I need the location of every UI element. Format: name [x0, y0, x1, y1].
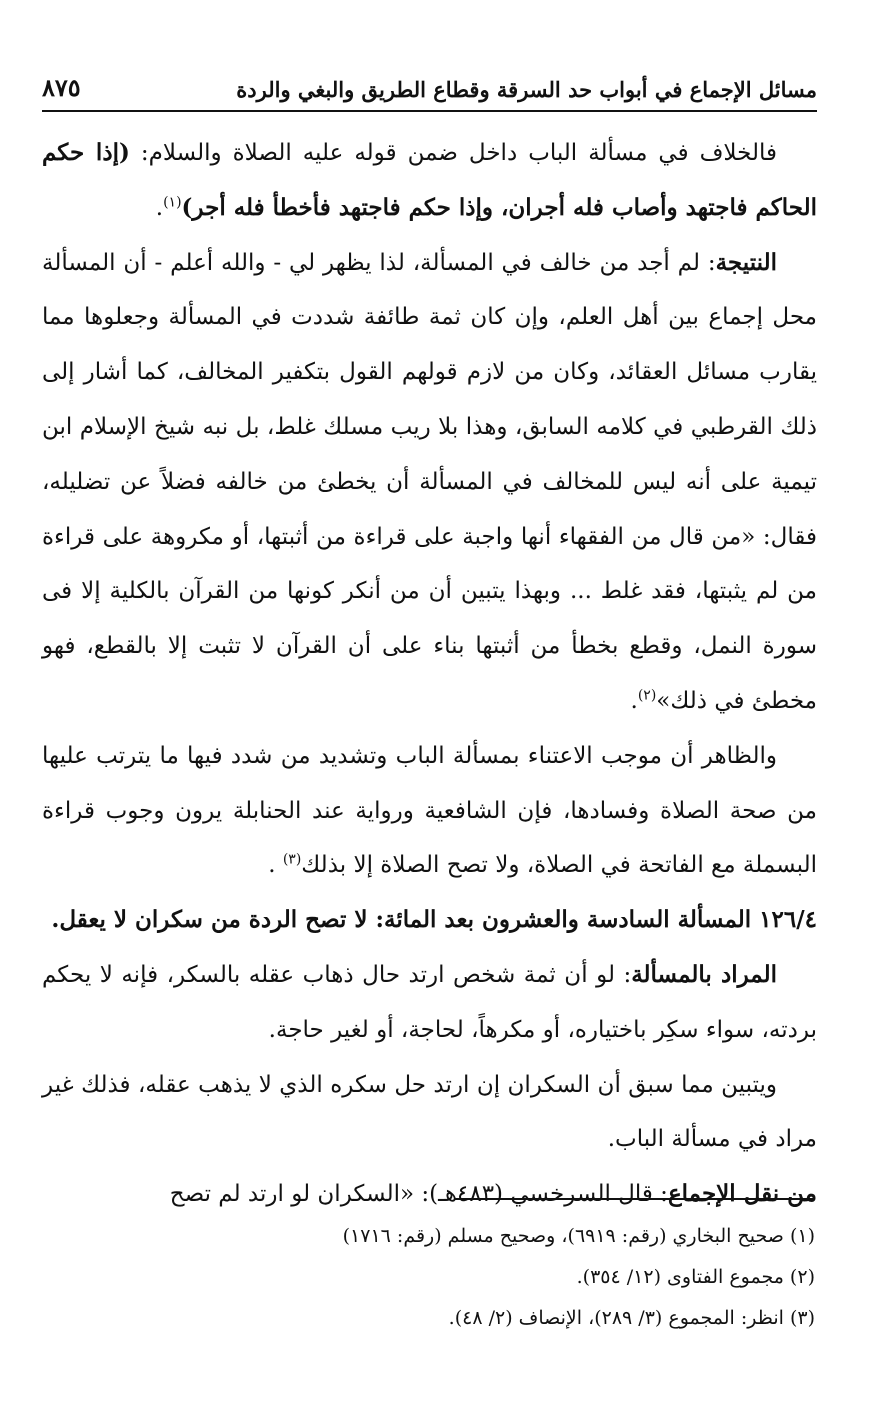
footnote-2: (٢) مجموع الفتاوى (١٢/ ٣٥٤). [576, 1266, 815, 1288]
paragraph-2-end: . [630, 687, 638, 714]
paragraph-6 [42, 1167, 817, 1222]
footnote-ref-3: (٣) [282, 851, 302, 868]
meaning-label: المراد بالمسألة [631, 960, 777, 988]
hadith-quote: (إذا حكم الحاكم فاجتهد وأصاب فله أجران، وإذا حكم فاجتهد فأخطأ فله أجر) [42, 139, 817, 221]
result-label: النتيجة [715, 248, 777, 276]
main-text [42, 126, 817, 1222]
footnote-divider [455, 1198, 815, 1200]
paragraph-3 [42, 729, 817, 893]
paragraph-5-text: ويتبين مما سبق أن السكران إن ارتد حل سكره الذي لا يذهب عقله، فذلك غير مراد في مسألة الباب. [42, 1071, 817, 1153]
footnote-ref-2: (٢) [637, 687, 657, 704]
paragraph-2 [42, 236, 817, 729]
footnote-3: (٣) انظر: المجموع (٣/ ٢٨٩)، الإنصاف (٢/ ٤٨). [448, 1307, 815, 1329]
paragraph-6-text: : قال السرخسي (٤٨٣هـ): «السكران لو ارتد لم تصح [169, 1181, 668, 1208]
paragraph-3-end: . [268, 852, 283, 879]
paragraph-5 [42, 1058, 817, 1168]
page-number: ٨٧٥ [42, 73, 81, 102]
paragraph-4 [42, 948, 817, 1058]
page-header [42, 58, 817, 112]
footnote-ref-1: (١) [163, 194, 182, 211]
paragraph-1-text: فالخلاف في مسألة الباب داخل ضمن قوله عليه الصلاة والسلام: [129, 140, 777, 166]
paragraph-3-text: والظاهر أن موجب الاعتناء بمسألة الباب وتشديد من شدد فيها ما يترتب عليها من صحة الصلاة وفسادها، فإن الشافعية ورواية عند الحنابلة يرون وجوب قراءة البسملة مع الفاتحة في الصلاة، ولا تصح الصلاة إلا بذلك [42, 742, 817, 879]
footnote-1: (١) صحيح البخاري (رقم: ٦٩١٩)، وصحيح مسلم (رقم: ١٧١٦) [342, 1225, 815, 1247]
consensus-label: من نقل الإجماع [667, 1180, 817, 1208]
paragraph-2-text: : لم أجد من خالف في المسألة، لذا يظهر لي - والله أعلم - أن المسألة محل إجماع بين أهل العلم، وإن كان ثمة طائفة شددت في المسألة وجعلوها مما يقارب مسائل العقائد، وكان من لازم قولهم القول بتكفير المخالف، كما أشار إلى ذلك القرطبي في كلامه السابق، وهذا بلا ريب مسلك غلط، بل نبه شيخ الإسلام ابن تيمية على أنه ليس للمخالف في المسألة أن يخطئ من خالفه فضلاً عن تضليله، فقال: «من قال من الفقهاء أنها واجبة على قراءة من أثبتها، أو مكروهة على قراءة من لم يثبتها، فقد غلط ... وبهذا يتبين أن من أنكر كونها من القرآن بالكلية إلا فى سورة النمل، وقطع بخطأ من أثبتها بناء على أن القرآن لا تثبت إلا بالقطع، فهو مخطئ في ذلك» [42, 249, 817, 714]
footnotes [42, 1216, 815, 1339]
issue-heading: ١٢٦/٤ المسألة السادسة والعشرون بعد المائة: لا تصح الردة من سكران لا يعقل. [51, 906, 817, 934]
running-title: مسائل الإجماع في أبواب حد السرقة وقطاع الطريق والبغي والردة [236, 77, 817, 102]
paragraph-4-text: : لو أن ثمة شخص ارتد حال ذهاب عقله بالسكر، فإنه لا يحكم بردته، سواء سكِر باختياره، أو مكرهاً، لحاجة، أو لغير حاجة. [42, 961, 817, 1043]
paragraph-1-end: . [155, 194, 164, 221]
paragraph-1 [42, 126, 817, 236]
